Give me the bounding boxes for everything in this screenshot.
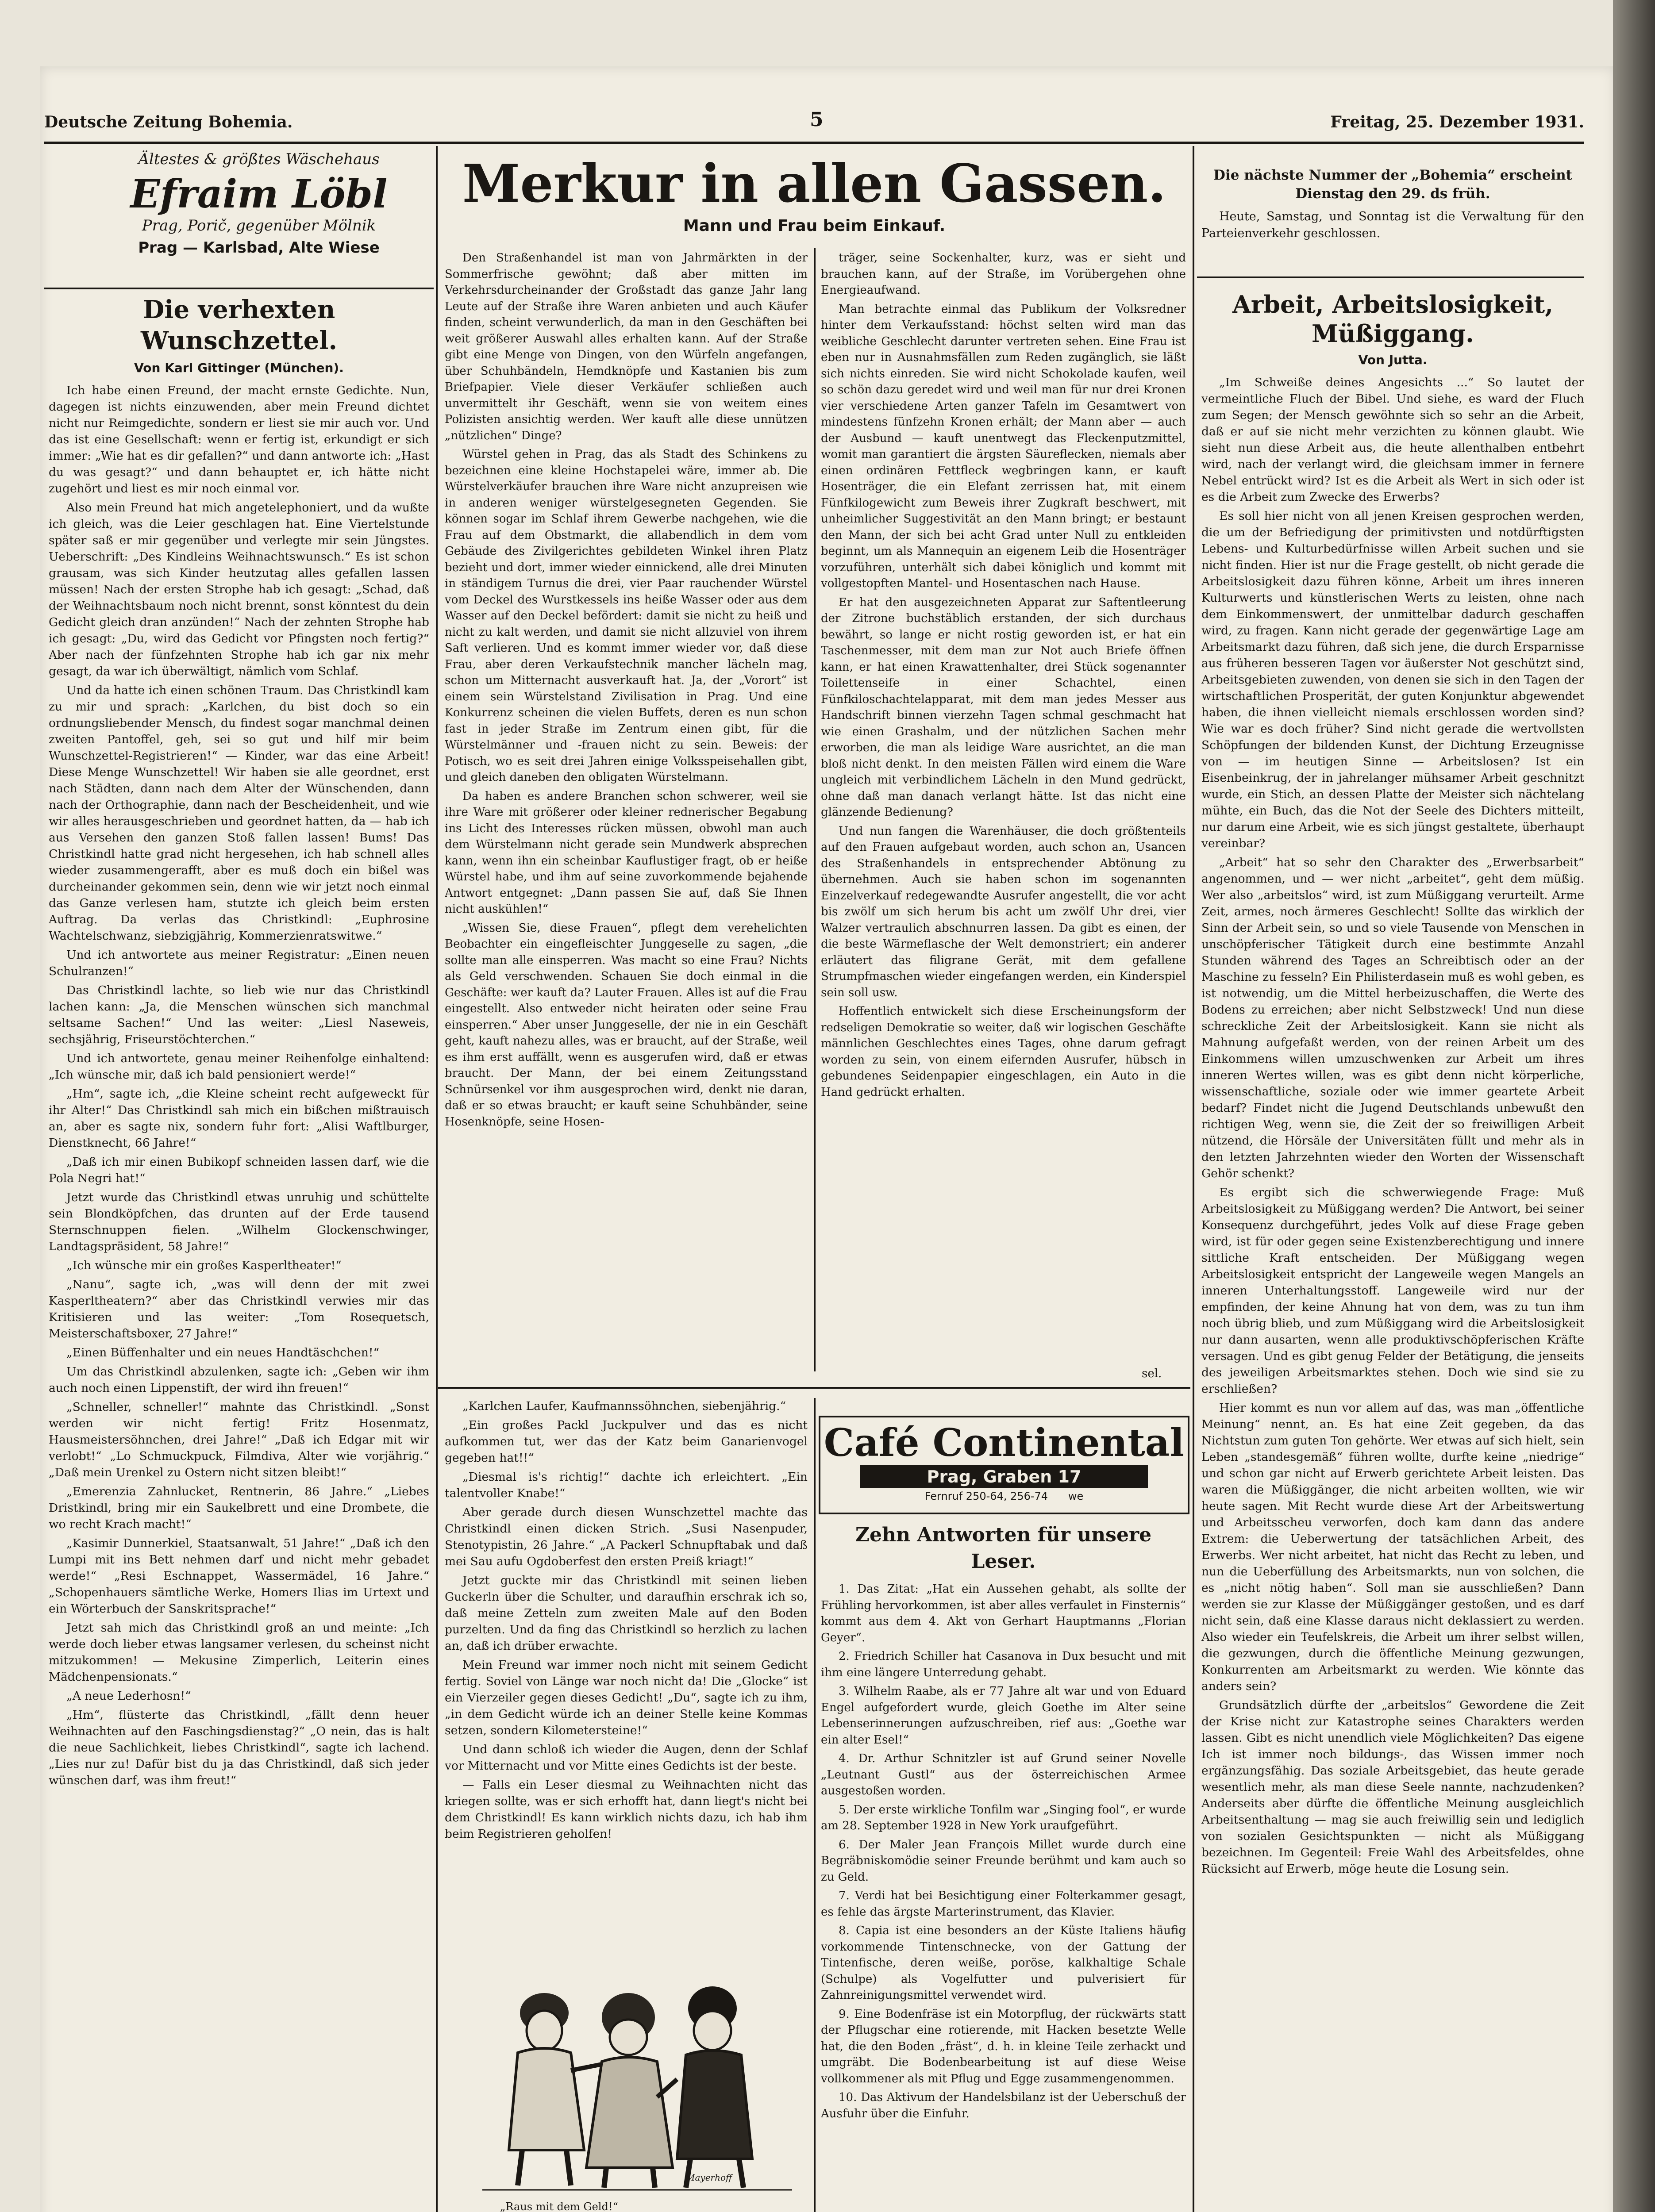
paragraph: Man betrachte einmal das Publikum der Volksredner hinter dem Verkaufsstand: höchst selten wird man das weibliche Geschlecht darunter vertreten sehen. Eine Frau ist eben nur in Ausnahmsfällen zum Reden zugänglich, sie läßt sich nichts einreden. Sie wird nicht Schokolade kaufen, weil so schön dazu geredet wird und weil man für nur drei Kronen vier verschiedene Arten ganzer Tafeln im Gesamtwert von mindestens fünfzehn Kronen erhält; der Mann aber — auch der Ausbund — kauft unentwegt das Fleckenputzmittel, womit man garantiert die ärgsten Säureflecken, niemals aber einen ordinären Fettfleck wegbringen kann, er kauft Hosenträger, die ein Elefant zerrissen hat, mit einem Fünfkilogewicht zum Beweis ihrer Zugkraft beschwert, mit unheimlicher Suggestivität an den Mann bringt; er bestaunt den Mann, der sich bei acht Grad unter Null zu entkleiden beginnt, um als Mannequin an eigenem Leib die Hosenträger vorzuführen, unterhält sich dabei königlich und kommt mit vollgestopften Mantel- und Hosentaschen nach Hause. [821,302,1186,590]
paragraph: Es ergibt sich die schwerwiegende Frage: Muß Arbeitslosigkeit zu Müßiggang werden? Die Antwort, bei seiner Konsequenz durchgeführt, jedes Volk auf diese Frage geben wird, ist für oder gegen seine Existenzberechtigung und innere sittliche Kraft entscheiden. Der Müßiggang wegen Arbeitslosigkeit entspricht der Langeweile wegen Mangels an inneren Unterhaltungsstoff. Langeweile wird nur der empfinden, der keine Ahnung hat von dem, was zu tun ihm noch übrig blieb, und zum Müßiggang wird die Arbeitslosigkeit nur dann ausarten, wenn alle produktivschöpferischen Kräfte versagen. Und es gibt genug Felder der Betätigung, die jenseits des jeweiligen Arbeitsmarktes stehen. Doch wie sind sie zu erschließen? [1201,1186,1584,1396]
newspaper-name: Deutsche Zeitung Bohemia. [44,113,293,131]
merkur-col-divider [814,248,816,1371]
ad-tagline: Ältestes & größtes Wäschehaus [138,150,380,168]
article-title: Die verhexten Wunschzettel. [141,295,337,355]
paragraph: „Arbeit“ hat so sehr den Charakter des „Erwerbsarbeit“ angenommen, und — wer nicht „arbeitet“, geht dem müßig. Wer also „arbeitslos“ wird, ist zum Müßiggang verurteilt. Arme Zeit, armes, noch ärmeres Geschlecht! Sollte das wirklich der Sinn der Arbeit sein, so und so viele Tausende von Menschen in unschöpferischer Tätigkeit durch eine bestimmte Anzahl Stunden während des Tages an Schreibtisch oder an der Maschine zu fesseln? Ein Philisterdasein muß es wohl geben, es ist notwendig, um die Mittel herbeizuschaffen, die Werte des Bodens zu erreichen; aber nicht Selbstzweck! Und nun diese schreckliche Zeit der Arbeitslosigkeit. Kann sie nicht als Mahnung aufgefaßt werden, von der reinen Arbeit um des Einkommens willen umzuschwenken zur Arbeit um ihres inneren Wertes willen, was es gibt denn nicht körperliche, wissenschaftliche, soziale oder wie immer geartete Arbeit bedarf? Findet nicht die Jugend Deutschlands unbewußt den richtigen Weg, wenn sie, die Zeit der so freiwilligen Arbeit nützend, die Hörsäle der Universitäten füllt und mehr als in den letzten Jahrzehnten wieder den Worten der Wissenschaft Gehör schenkt? [1201,856,1584,1180]
article-byline: Von Jutta. [1358,353,1428,367]
ad-address-script: Prag, Porič, gegenüber Mölnik [142,217,376,234]
answer-item: 1. Das Zitat: „Hat ein Aussehen gehabt, als sollte der Frühling hervorkommen, ist aber alles verfaulet in Finsternis“ kommt aus dem 4. Akt von Gerhart Hauptmanns „Florian Geyer“. [821,1582,1186,1644]
paragraph: Würstel gehen in Prag, das als Stadt des Schinkens zu bezeichnen eine kleine Hochstapelei wäre, immer ab. Die Würstelverkäufer brauchen ihre Ware nicht anzupreisen wie in anderen weniger würstelgesegneten Gegenden. Sie können sogar im Schlaf ihrem Gewerbe nachgehen, wie die Frau auf dem Obstmarkt, die allabendlich in dem vom Gebäude des Zivilgerichtes gebildeten Winkel ihren Platz bezieht und dort, immer wieder einnickend, alle drei Minuten in ständigem Turnus die drei, vier Paar rauchender Würstel vom Deckel des Wurstkessels ins heiße Wasser oder aus dem Wasser auf den Deckel befördert: damit sie nicht zu heiß und nicht zu kalt werden, und damit sie nicht allzuviel von ihrem Saft verlieren. Und es kommt immer wieder vor, daß diese Frau, aber deren Verkaufstechnik mancher lächeln mag, schon um Mitternacht ausverkauft hat. Ja, der „Vorort“ ist einem sein Würstelstand Zivilisation in Prag. Und eine Konkurrenz scheinen die vielen Buffets, deren es nun schon fast in jeder Straße im Zentrum einen gibt, für die Würstelmänner und -frauen nicht zu sein. Beweis: der Potisch, wo es seit drei Jahren einige Volksspeisehallen gibt, und gleich daneben den obligaten Würstelmann. [445,448,808,784]
paragraph: Hoffentlich entwickelt sich diese Erscheinungsform der redseligen Demokratie so weiter, daß wir logischen Geschäfte männlichen Geschlechtes eines Tages, ohne darum gefragt worden zu sein, von einem eifernden Ausrufer, hübsch in gebundenes Seidenpapier eingeschlagen, ein Auto in die Hand gedrückt erhalten. [821,1005,1186,1099]
cafe-address: Prag, Graben 17 [860,1465,1148,1488]
notice-subtext: Heute, Samstag, und Sonntag ist die Verwaltung für den Parteienverkehr geschlossen. [1201,210,1584,240]
answer-item: 5. Der erste wirkliche Tonfilm war „Singing fool“, er wurde am 28. September 1928 in New York uraufgeführt. [821,1803,1186,1832]
paragraph: Jetzt wurde das Christkindl etwas unruhig und schüttelte sein Blondköpfchen, das drunten auf der Erde tausend Sternschnuppen fielen. „Wilhelm Glockenschwinger, Landtagspräsident, 58 Jahre!“ [49,1190,429,1253]
page-number: 5 [810,108,824,131]
article-arbeit [1201,290,1584,2212]
paragraph: „Schneller, schneller!“ mahnte das Christkindl. „Sonst werden wir nicht fertig! Fritz Hosenmatz, Hausmeistersöhnchen, drei Jahre!“ „Daß ich Edgar mit wir verlobt!“ „Lo Schmuckpuck, Filmdiva, Alter wie vorjährig.“ „Daß mein Urenkel zu Ostern nicht sitzen bleibt!“ [49,1400,429,1479]
paragraph: Jetzt sah mich das Christkindl groß an und meinte: „Ich werde doch lieber etwas langsamer verlesen, du scheinst nicht mitzukommen! — Mekusine Zimperlich, Leiterin eines Mädchenpensionats.“ [49,1621,429,1684]
paragraph: „Emerenzia Zahnlucket, Rentnerin, 86 Jahre.“ „Liebes Dristkindl, bring mir ein Saukelbrett und eine Drombete, die wo recht Krach macht!“ [49,1485,429,1531]
paragraph: Und nun fangen die Warenhäuser, die doch größtenteils auf den Frauen aufgebaut worden, auch schon an, Usancen des Straßenhandels in entsprechender Abtönung zu übernehmen. Auch sie haben schon im sogenannten Einzelverkauf redegewandte Ausrufer angestellt, die vor acht bis zwölf um sich herum bis acht um zwölf Uhr drei, vier Walzer vertraulich abschnurren lassen. Da gibt es einen, der die beste Wärmeflasche der Welt demonstriert; ein anderer erläutert das filigrane Gerät, mit dem gefallene Strumpfmaschen wieder eingefangen werden, ein Kinderspiel sein soll usw. [821,824,1186,999]
merkur-bottom-rule [438,1387,1190,1389]
page-header [44,108,1584,139]
paragraph: Hier kommt es nun vor allem auf das, was man „öffentliche Meinung“ nennt, an. Es hat eine Zeit gegeben, da das Nichtstun zum guten Ton gehörte. Wer etwas auf sich hielt, sein Leben „standesgemäß“ führen wollte, durfte keine „niedrige“ und schon gar nicht auf Erwerb gerichtete Arbeit leisten. Das waren die Müßiggänger, die nicht arbeiten wollten, wie wir heute sagen. Mit Recht wurde diese Art der Arbeitswertung und Arbeitsscheu verworfen, doch kam dann das andere Extrem: die Ueberwertung der tatsächlichen Arbeit, des Erwerbs. Wer nicht arbeitet, hat nicht das Recht zu leben, und nun die Ueberfüllung des Arbeitsmarkts, nun von solchen, die es „nicht nötig haben“. Soll man sie ausschließen? Dann werden sie zur Klasse der Müßiggänger gestoßen, und es darf nicht sein, daß eine Klasse daraus nicht deklassiert zu werden. Also wieder ein Teufelskreis, die Arbeit um ihrer selbst willen, die gezwungen, durch die öffentliche Meinung gezwungen, Konkurrenten am Arbeitsmarkt zu werden. Wie könnte das anders sein? [1201,1401,1584,1693]
answer-item: 9. Eine Bodenfräse ist ein Motorpflug, der rückwärts statt der Pflugschar eine rotierende, mit Hacken besetzte Welle hat, die den Boden „fräst“, d. h. in kleine Teile zerhackt und umgräbt. Die Bodenbearbeitung ist auf diese Weise vollkommener als mit Pflug und Egge zusammengenommen. [821,2007,1186,2085]
answer-list [821,1581,1186,2122]
paragraph: „Hm“, flüsterte das Christkindl, „fällt denn heuer Weihnachten auf den Faschingsdienstag?“ „O nein, das is halt die neue Sachlichkeit, liebes Christkindl“, sagte ich lachend. „Lies nur zu! Dafür bist du ja das Christkindl, daß sich jeder wünschen darf, was ihm freut!“ [49,1708,429,1787]
notice-bottom-rule [1197,276,1584,278]
answer-item: 4. Dr. Arthur Schnitzler ist auf Grund seiner Novelle „Leutnant Gustl“ aus der österreichischen Armee ausgestoßen worden. [821,1752,1186,1797]
paragraph: träger, seine Sockenhalter, kurz, was er sieht und brauchen kann, auf der Straße, im Vorübergehen ohne Energieaufwand. [821,251,1186,297]
cartoon-artist-signature: Mayerhoff [686,2172,732,2183]
answer-item: 6. Der Maler Jean François Millet wurde durch eine Begräbniskomödie seiner Freunde berühmt und kam auch so zu Geld. [821,1838,1186,1884]
paragraph: „Hm“, sagte ich, „die Kleine scheint recht aufgeweckt für ihr Alter!“ Das Christkindl sah mich ein bißchen mißtrauisch an, aber es sagte nix, sondern fuhr fort: „Alisi Waftlburger, Dienstknecht, 66 Jahre!“ [49,1087,429,1150]
merkur-column-2 [821,250,1186,1382]
paragraph: Um das Christkindl abzulenken, sagte ich: „Geben wir ihm auch noch einen Lippenstift, der wird ihn freuen!“ [49,1365,429,1395]
paragraph: Also mein Freund hat mich angetelephoniert, und da wußte ich gleich, was die Leier geschlagen hat. Eine Viertelstunde später saß er mir gegenüber und verlegte mir sein Jüngstes. Ueberschrift: „Des Kindleins Weihnachtswunsch.“ Es ist schon grausam, was sich Kinder heutzutag alles gefallen lassen müssen! Nach der ersten Strophe hab ich gesagt: „Schad, daß der Weihnachtsbaum noch nicht brennt, sonst könntest du dein Gedicht gleich dran anzünden!“ Nach der zehnten Strophe hab ich gesagt: „Du, wird das Gedicht vor Pfingsten noch fertig?“ Aber nach der fünfzehnten Strophe hab ich gar nix mehr gesagt, da war ich überwältigt, nämlich vom Schlaf. [49,501,429,678]
column-divider-3 [1193,146,1194,2212]
paragraph: „Ein großes Packl Juckpulver und das es nicht aufkommen tut, wer das der Katz beim Ganarienvogel gegeben hat!!“ [445,1418,808,1465]
paragraph: Er hat den ausgezeichneten Apparat zur Saftentleerung der Zitrone buchstäblich erstanden, der sich durchaus bewährt, so lange er nicht rostig geworden ist, er hat ein Taschenmesser, mit dem man zur Not auch Briefe öffnen kann, er hat einen Krawattenhalter, drei Stück sogenannter Toilettenseife in einer Schachtel, einen Fünfkiloschachtelapparat, mit dem man jedes Messer aus Handschrift binnen vierzehn Tagen schmal geschmacht hat wie einen Grashalm, und der nützlichen Sachen mehr erworben, die man als leidige Ware ausrichtet, an die man bloß nicht denkt. In den meisten Fällen wird einem die Ware ungleich mit verbindlichem Lächeln in den Mund gedrückt, ohne daß man danach verlangt hätte. Ist das nicht eine glänzende Bedienung? [821,595,1186,819]
paragraph: Das Christkindl lachte, so lieb wie nur das Christkindl lachen kann: „Ja, die Menschen wünschen sich manchmal seltsame Sachen!“ Und las weiter: „Liesl Naseweis, sechsjährig, Friseurstöchterchen.“ [49,983,429,1046]
answer-item: 8. Capia ist eine besonders an der Küste Italiens häufig vorkommende Tintenschnecke, von der Gattung der Tintenfische, deren weiße, poröse, kalkhaltige Schale (Schulpe) als Vogelfutter und pulverisiert für Zahnreinigungsmittel verwendet wird. [821,1924,1186,2002]
paragraph: Ich habe einen Freund, der macht ernste Gedichte. Nun, dagegen ist nichts einzuwenden, aber mein Freund dichtet nicht nur Reimgedichte, sondern er liest sie mir auch vor. Und das ist eine Gesellschaft: wenn er fertig ist, erkundigt er sich immer: „Wie hat es dir gefallen?“ und dann antworte ich: „Hast du was gesagt?“ und dann behauptet er, ich hätte nicht zugehört und liest es mir noch einmal vor. [49,384,429,495]
cafe-mark: we [1068,1490,1084,1502]
article-body [1201,374,1584,1877]
paragraph: „Einen Büffenhalter und ein neues Handtäschchen!“ [66,1346,380,1359]
cartoon [482,1964,792,2212]
article-wunschzettel [49,294,429,2212]
paragraph: Mein Freund war immer noch nicht mit seinem Gedicht fertig. Soviel von Länge war noch nicht da! Die „Glocke“ ist ein Vierzeiler gegen dieses Gedicht! „Du“, sagte ich zu ihm, „in dem Gedicht würde ich an deiner Stelle keine Kommas setzen, sondern Kilometersteine!“ [445,1658,808,1737]
article-title: Zehn Antworten für unsere Leser. [855,1524,1152,1573]
paragraph: Den Straßenhandel ist man von Jahrmärkten in der Sommerfrische gewöhnt; daß aber mitten im Verkehrsdurcheinander der Großstadt das ganze Jahr lang Leute auf der Straße ihre Waren anbieten und auch Käufer finden, scheint verwunderlich, da man in den Geschäften bei weit größerer Auswahl alles erhalten kann. Auf der Straße gibt eine Menge von Dingen, von den Würfeln angefangen, über Schuhbändeln, Hemdknöpfe und Kastanien bis zum Briefpapier. Viele dieser Verkäufer schließen auch unvermittelt ihr Geschäft, wenn sie von weitem eines Polizisten ansichtig werden. Wer kauft alle diese unnützen „nützlichen“ Dinge? [445,251,808,442]
lower-col-divider [814,1398,816,2212]
merkur-column-1 [445,250,808,1382]
answer-item: 3. Wilhelm Raabe, als er 77 Jahre alt war und von Eduard Engel aufgefordert wurde, gleich Goethe im Alter seine Lebenserinnerungen aufzuschreiben, rief aus: „Goethe war ein alter Esel!“ [821,1685,1186,1747]
notice-next-issue [1201,166,1584,281]
paragraph: „A neue Lederhosn!“ [66,1689,191,1703]
ad-locations: Prag — Karlsbad, Alte Wiese [138,239,380,257]
paragraph: Und dann schloß ich wieder die Augen, denn der Schlaf vor Mitternacht und vor Mitte eines Gedichts ist der beste. [445,1743,808,1773]
paragraph: Und ich antwortete aus meiner Registratur: „Einen neuen Schulranzen!“ [49,948,429,978]
article-body [49,382,429,1789]
cafe-name: Café Continental [824,1421,1185,1465]
cartoon-speech: „Raus mit dem Geld!“ [500,2200,618,2212]
paragraph: Aber gerade durch diesen Wunschzettel machte das Christkindl einen dicken Strich. „Susi Nasenpuder, Stenotypistin, 26 Jahre.“ „A Packerl Schnupftabak und daß mei Sau aufu Ogdoberfest den ersten Preiß kriagt!“ [445,1505,808,1568]
article-wunschzettel-continued [445,1398,808,1955]
paragraph: Da haben es andere Branchen schon schwerer, weil sie ihre Ware mit größerer oder kleiner rednerischer Begabung ins Licht des Interesses rücken müssen, obwohl man auch dem Würstelmann nicht gerade sein Mundwerk absprechen kann, wenn ihn ein scheinbar Kauflustiger fragt, ob er heiße Würstel habe, und ihm auf seine zuvorkommende bejahende Antwort entgegnet: „Dann passen Sie auf, daß Sie Ihnen nicht auskühlen!“ [445,789,808,916]
ad-efraim-loebl [84,150,434,283]
cartoon-illustration [482,1964,792,2194]
paragraph: Es soll hier nicht von all jenen Kreisen gesprochen werden, die um der Befriedigung der primitivsten und notdürftigsten Lebens- und Kulturbedürfnisse willen Arbeit suchen und sie nicht finden. Hier ist nur die Frage gestellt, ob nicht gerade die Arbeitslosigkeit dazu führen könne, Arbeit um ihres inneren Kulturwerts und künstlerischen Werts zu leisten, ohne nach dem Einkommenswert, der unmittelbar dadurch geschaffen wird, zu fragen. Kann nicht gerade der gegenwärtige Lage am Arbeitsmarkt dazu führen, daß sich jene, die durch Ersparnisse aus früheren besseren Tagen vor äußerster Not geschützt sind, Arbeitsgebieten zuwenden, von denen sie sich in den Tagen der wirtschaftlichen Prosperität, der guten Konjunktur abgewendet haben, die ihnen vielleicht niemals erschlossen worden sind? Wie war es doch früher? Sind nicht gerade die wertvollsten Schöpfungen der bildenden Kunst, der Dichtung Erzeugnisse von — im heutigen Sinne — Arbeitslosen? Ist ein Eisenbeinkrug, der in jahrelanger mühsamer Arbeit geschnitzt wurde, ein Stich, an dessen Platte der Meister sich nächtelang mühte, ein Buch, das die Not der Seele des Dichters mitteilt, nur darum eine Arbeit, wie es sich jüngst gestaltete, überhaupt vereinbar? [1201,509,1584,850]
ad-bottom-rule [44,288,434,289]
article-title: Arbeit, Arbeitslosigkeit, Müßiggang. [1232,290,1554,348]
answer-item: 10. Das Aktivum der Handelsbilanz ist der Ueberschuß der Ausfuhr über die Einfuhr. [821,2091,1186,2120]
paragraph: „Diesmal is's richtig!“ dachte ich erleichtert. „Ein talentvoller Knabe!“ [445,1470,808,1500]
paragraph: Und ich antwortete, genau meiner Reihenfolge einhaltend: „Ich wünsche mir, daß ich bald pensioniert werde!“ [49,1052,429,1082]
article-subtitle: Mann und Frau beim Einkauf. [683,217,946,235]
paragraph: Grundsätzlich dürfte der „arbeitslos“ Gewordene die Zeit der Krise nicht zur Katastrophe seines Charakters werden lassen. Gibt es nicht unendlich viele Möglichkeiten? Das eigene Ich ist immer noch bildungs-, das Wissen immer noch ergänzungsfähig. Das soziale Arbeitsgebiet, das heute gerade wesentlich mehr, als man diese Seele nannte, nachzudenken? Anderseits aber dürfte die öffentliche Meinung ausgleichlich Arbeitsenthaltung — mag sie auch freiwillig sein und lediglich von sozialen Gesichtspunkten — nicht als Müßiggang bezeichnen. Im Gegenteil: Freie Wahl des Arbeitsfeldes, ohne Rücksicht auf Erwerb, möge heute die Losung sein. [1201,1698,1584,1876]
paragraph: „Kasimir Dunnerkiel, Staatsanwalt, 51 Jahre!“ „Daß ich den Lumpi mit ins Bett nehmen darf und nicht mehr gebadet werde!“ „Resi Eschnappet, Wassermädel, 16 Jahre.“ „Schopenhauers sämtliche Werke, Homers Ilias im Urtext und ein Wörterbuch der Sanskritsprache!“ [49,1536,429,1616]
column-divider-1 [436,146,438,2212]
article-zehn-antworten [821,1522,1186,2212]
paragraph: „Nanu“, sagte ich, „was will denn der mit zwei Kasperltheatern?“ aber das Christkindl verwies mir das Kritisieren und las weiter: „Tom Rosequetsch, Meisterschaftsboxer, 27 Jahre!“ [49,1278,429,1340]
article-byline: Von Karl Gittinger (München). [134,361,344,375]
notice-text: Die nächste Nummer der „Bohemia“ erscheint Dienstag den 29. ds früh. [1213,167,1572,202]
paragraph: „Daß ich mir einen Bubikopf schneiden lassen darf, wie die Pola Negri hat!“ [49,1155,429,1185]
article-signature: sel. [1142,1367,1162,1380]
answer-item: 2. Friedrich Schiller hat Casanova in Dux besucht und mit ihm eine längere Unterredung gehabt. [821,1650,1186,1679]
answer-item: 7. Verdi hat bei Besichtigung einer Folterkammer gesagt, es fehle das ärgste Marterinstrument, das Klavier. [821,1889,1186,1919]
paragraph: „Karlchen Laufer, Kaufmannssöhnchen, siebenjährig.“ [462,1399,786,1413]
paragraph: „Ich wünsche mir ein großes Kasperltheater!“ [66,1259,342,1272]
paragraph: Und da hatte ich einen schönen Traum. Das Christkindl kam zu mir und sprach: „Karlchen, du bist doch so ein ordnungsliebender Mensch, du findest sogar manchmal deinen zweiten Pantoffel, geh, sei so gut und hilf mir beim Wunschzettel-Registrieren!“ — Kinder, war das eine Arbeit! Diese Menge Wunschzettel! Wir haben sie alle geordnet, erst nach Städten, dann nach dem Alter der Wünschenden, dann nach der Orthographie, dann nach der Bescheidenheit, und wie wir alles herausgeschrieben und geordnet hatten, da — hab ich aus Versehen den ganzen Stoß fallen lassen! Bums! Das Christkindl hatte grad nicht hergesehen, ich hab schnell alles wieder zusammengerafft, aber es muß doch ein bißel was durcheinander gekommen sein, denn wie wir jetzt noch einmal das Ganze verlesen ham, stutzte ich gleich beim ersten Auftrag. Da verlas das Christkindl: „Euphrosine Wachtelschwanz, siebzigjährig, Kommerzienratswitwe.“ [49,684,429,943]
page-edge-shadow [1613,0,1655,2212]
paragraph: — Falls ein Leser diesmal zu Weihnachten nicht das kriegen sollte, was er sich erhofft hat, dann liegt's nicht bei dem Christkindl! Es kann wirklich nichts dazu, ich hab ihm beim Registrieren geholfen! [445,1778,808,1841]
paragraph: „Im Schweiße deines Angesichts ...“ So lautet der vermeintliche Fluch der Bibel. Und siehe, es ward der Fluch zum Segen; der Mensch gewöhnte sich so sehr an die Arbeit, daß er auf sie nicht mehr verzichten zu können glaubt. Wie sieht nun diese Arbeit aus, die heute allenthalben entbehrt wird, nach der verlangt wird, die gleichsam immer in fernere Nebel entrückt wird? Ist es die Arbeit als Wert in sich oder ist es die Arbeit zum Zwecke des Erwerbs? [1201,376,1584,504]
article-title: Merkur in allen Gassen. [462,153,1166,214]
paragraph: Jetzt guckte mir das Christkindl mit seinen lieben Guckerln über die Schulter, und daraufhin erschrak ich so, daß meine Zetteln zum zweiten Male auf den Boden purzelten. Und da fing das Christkindl so herzlich zu lachen an, daß ich drüber erwachte. [445,1574,808,1653]
paragraph: „Wissen Sie, diese Frauen“, pflegt dem verehelichten Beobachter ein eingefleischter Junggeselle zu sagen, „die sollte man alle einsperren. Was macht so eine Frau? Nichts als Geld verschwenden. Schauen Sie doch einmal in die Geschäfte: wer kauft da? Lauter Frauen. Alles ist auf die Frau eingestellt. Also entweder nicht heiraten oder seine Frau einsperren.“ Aber unser Junggeselle, der nie in ein Geschäft geht, kauft nahezu alles, was er braucht, auf der Straße, weil es ihm erst auffällt, wenn es ausgerufen wird, daß er etwas braucht. Der Mann, der bei einem Zeitungsstand Schnürsenkel vor ihm ausgesprochen wird, denkt nie daran, daß er so etwas braucht; er kauft seine Schuhbänder, seine Hosenknöpfe, seine Hosen- [445,921,808,1129]
cafe-phone [820,1490,1188,1502]
ad-cafe-continental [819,1416,1189,1514]
header-rule [44,142,1584,144]
issue-date: Freitag, 25. Dezember 1931. [1330,113,1584,131]
ad-brand-name: Efraim Löbl [130,171,388,217]
cafe-phone-numbers: Fernruf 250-64, 256-74 [924,1490,1048,1502]
